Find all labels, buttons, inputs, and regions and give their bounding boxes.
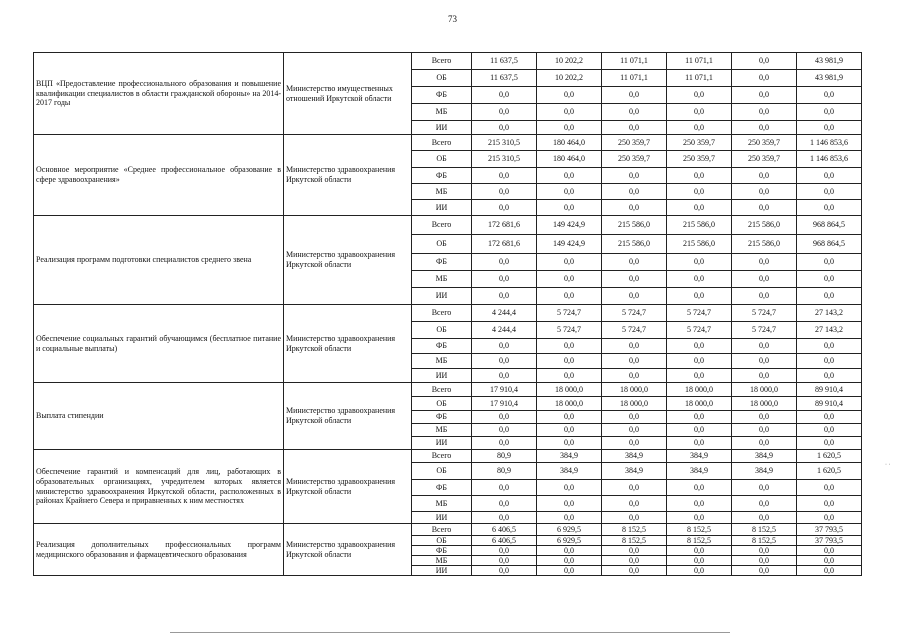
- table-row: [34, 53, 862, 70]
- funding-source-cell: Всего: [412, 450, 472, 463]
- funding-source-cell: МБ: [412, 354, 472, 369]
- year-amount-cell: 5 724,7: [602, 305, 667, 322]
- year-amount-cell: 0,0: [472, 480, 537, 496]
- year-amount-cell: 0,0: [667, 512, 732, 524]
- year-amount-cell: 0,0: [602, 121, 667, 135]
- funding-source-cell: МБ: [412, 496, 472, 512]
- year-amount-cell: 0,0: [602, 411, 667, 424]
- year-amount-cell: 180 464,0: [537, 135, 602, 151]
- year-amount-cell: 0,0: [732, 496, 797, 512]
- year-amount-cell: 0,0: [667, 121, 732, 135]
- year-amount-cell: 5 724,7: [602, 322, 667, 339]
- year-amount-cell: 8 152,5: [667, 524, 732, 536]
- year-amount-cell: 0,0: [602, 288, 667, 305]
- funding-source-cell: МБ: [412, 424, 472, 437]
- year-amount-cell: 0,0: [602, 271, 667, 288]
- year-amount-cell: 0,0: [472, 496, 537, 512]
- total-amount-cell: 0,0: [797, 354, 862, 369]
- year-amount-cell: 0,0: [602, 354, 667, 369]
- year-amount-cell: 0,0: [602, 566, 667, 576]
- year-amount-cell: 0,0: [602, 254, 667, 271]
- year-amount-cell: 4 244,4: [472, 305, 537, 322]
- year-amount-cell: 0,0: [602, 480, 667, 496]
- funding-source-cell: ОБ: [412, 235, 472, 254]
- total-amount-cell: 0,0: [797, 556, 862, 566]
- funding-source-cell: ИИ: [412, 121, 472, 135]
- year-amount-cell: 0,0: [667, 200, 732, 216]
- year-amount-cell: 0,0: [602, 184, 667, 200]
- year-amount-cell: 180 464,0: [537, 151, 602, 168]
- table-row: [34, 216, 862, 235]
- year-amount-cell: 0,0: [732, 121, 797, 135]
- year-amount-cell: 0,0: [472, 254, 537, 271]
- year-amount-cell: 0,0: [732, 556, 797, 566]
- funding-source-cell: ОБ: [412, 322, 472, 339]
- year-amount-cell: 5 724,7: [732, 322, 797, 339]
- funding-source-cell: ФБ: [412, 480, 472, 496]
- year-amount-cell: 0,0: [667, 566, 732, 576]
- funding-source-cell: Всего: [412, 524, 472, 536]
- measure-name-cell: Выплата стипендии: [34, 383, 284, 450]
- year-amount-cell: 0,0: [732, 411, 797, 424]
- year-amount-cell: 0,0: [732, 437, 797, 450]
- funding-source-cell: ОБ: [412, 397, 472, 411]
- year-amount-cell: 0,0: [472, 271, 537, 288]
- responsible-executor-cell: Министерство здравоохранения Иркутской области: [284, 135, 412, 216]
- total-amount-cell: 0,0: [797, 369, 862, 383]
- year-amount-cell: 0,0: [472, 121, 537, 135]
- year-amount-cell: 5 724,7: [667, 322, 732, 339]
- year-amount-cell: 0,0: [472, 546, 537, 556]
- year-amount-cell: 17 910,4: [472, 383, 537, 397]
- year-amount-cell: 250 359,7: [602, 135, 667, 151]
- total-amount-cell: 89 910,4: [797, 383, 862, 397]
- year-amount-cell: 172 681,6: [472, 216, 537, 235]
- year-amount-cell: 0,0: [732, 254, 797, 271]
- total-amount-cell: 1 146 853,6: [797, 151, 862, 168]
- table-row: [34, 524, 862, 536]
- total-amount-cell: 1 620,5: [797, 450, 862, 463]
- funding-source-cell: Всего: [412, 216, 472, 235]
- year-amount-cell: 0,0: [602, 437, 667, 450]
- table-row: [34, 383, 862, 397]
- year-amount-cell: 215 586,0: [602, 216, 667, 235]
- year-amount-cell: 0,0: [472, 437, 537, 450]
- measure-name-cell: Обеспечение социальных гарантий обучающимся (бесплатное питание и социальные выплаты): [34, 305, 284, 383]
- year-amount-cell: 0,0: [667, 254, 732, 271]
- total-amount-cell: 0,0: [797, 480, 862, 496]
- year-amount-cell: 11 637,5: [472, 53, 537, 70]
- total-amount-cell: 37 793,5: [797, 524, 862, 536]
- year-amount-cell: 0,0: [537, 254, 602, 271]
- year-amount-cell: 250 359,7: [667, 135, 732, 151]
- page-number: 73: [448, 14, 457, 24]
- year-amount-cell: 8 152,5: [732, 536, 797, 546]
- year-amount-cell: 0,0: [537, 411, 602, 424]
- responsible-executor-cell: Министерство здравоохранения Иркутской области: [284, 450, 412, 524]
- budget-table: [33, 52, 862, 576]
- year-amount-cell: 0,0: [732, 354, 797, 369]
- year-amount-cell: 0,0: [537, 184, 602, 200]
- year-amount-cell: 0,0: [667, 354, 732, 369]
- year-amount-cell: 0,0: [537, 546, 602, 556]
- year-amount-cell: 0,0: [732, 87, 797, 104]
- year-amount-cell: 0,0: [667, 424, 732, 437]
- funding-source-cell: ФБ: [412, 546, 472, 556]
- total-amount-cell: 0,0: [797, 271, 862, 288]
- year-amount-cell: 0,0: [537, 121, 602, 135]
- year-amount-cell: 11 071,1: [667, 53, 732, 70]
- year-amount-cell: 0,0: [732, 480, 797, 496]
- year-amount-cell: 0,0: [732, 70, 797, 87]
- year-amount-cell: 0,0: [472, 288, 537, 305]
- funding-source-cell: МБ: [412, 104, 472, 121]
- total-amount-cell: 0,0: [797, 437, 862, 450]
- year-amount-cell: 0,0: [472, 556, 537, 566]
- year-amount-cell: 11 071,1: [667, 70, 732, 87]
- year-amount-cell: 0,0: [537, 354, 602, 369]
- year-amount-cell: 0,0: [537, 496, 602, 512]
- year-amount-cell: 384,9: [602, 450, 667, 463]
- year-amount-cell: 11 071,1: [602, 53, 667, 70]
- total-amount-cell: 0,0: [797, 411, 862, 424]
- year-amount-cell: 0,0: [602, 339, 667, 354]
- year-amount-cell: 4 244,4: [472, 322, 537, 339]
- measure-name-cell: Реализация дополнительных профессиональных программ медицинского образования и фармацевтического образования: [34, 524, 284, 576]
- year-amount-cell: 384,9: [732, 450, 797, 463]
- year-amount-cell: 0,0: [732, 53, 797, 70]
- total-amount-cell: 0,0: [797, 168, 862, 184]
- year-amount-cell: 250 359,7: [732, 135, 797, 151]
- year-amount-cell: 0,0: [732, 184, 797, 200]
- year-amount-cell: 0,0: [472, 87, 537, 104]
- year-amount-cell: 0,0: [667, 411, 732, 424]
- year-amount-cell: 0,0: [537, 168, 602, 184]
- year-amount-cell: 0,0: [732, 339, 797, 354]
- year-amount-cell: 0,0: [667, 339, 732, 354]
- year-amount-cell: 11 637,5: [472, 70, 537, 87]
- total-amount-cell: 0,0: [797, 184, 862, 200]
- measure-name-cell: Обеспечение гарантий и компенсаций для лиц, работающих в образовательных организациях, учредителем которых является министерство здравоохранения Иркутской области, расположенных в районах Крайнего Севера и приравненных к ним местностях: [34, 450, 284, 524]
- year-amount-cell: 0,0: [537, 424, 602, 437]
- total-amount-cell: 43 981,9: [797, 70, 862, 87]
- year-amount-cell: 0,0: [537, 288, 602, 305]
- table-body: [34, 53, 862, 576]
- year-amount-cell: 215 310,5: [472, 135, 537, 151]
- measure-name-cell: Основное мероприятие «Среднее профессиональное образование в сфере здравоохранения»: [34, 135, 284, 216]
- year-amount-cell: 215 586,0: [667, 235, 732, 254]
- year-amount-cell: 0,0: [667, 288, 732, 305]
- total-amount-cell: 89 910,4: [797, 397, 862, 411]
- year-amount-cell: 0,0: [537, 437, 602, 450]
- year-amount-cell: 8 152,5: [732, 524, 797, 536]
- year-amount-cell: 0,0: [602, 512, 667, 524]
- year-amount-cell: 0,0: [667, 369, 732, 383]
- responsible-executor-cell: Министерство здравоохранения Иркутской области: [284, 305, 412, 383]
- year-amount-cell: 0,0: [472, 168, 537, 184]
- year-amount-cell: 0,0: [667, 496, 732, 512]
- year-amount-cell: 0,0: [667, 437, 732, 450]
- year-amount-cell: 80,9: [472, 463, 537, 480]
- year-amount-cell: 17 910,4: [472, 397, 537, 411]
- funding-source-cell: ИИ: [412, 288, 472, 305]
- year-amount-cell: 384,9: [602, 463, 667, 480]
- total-amount-cell: 0,0: [797, 288, 862, 305]
- funding-source-cell: ФБ: [412, 87, 472, 104]
- table-row: [34, 135, 862, 151]
- year-amount-cell: 10 202,2: [537, 53, 602, 70]
- funding-source-cell: ИИ: [412, 200, 472, 216]
- year-amount-cell: 18 000,0: [667, 397, 732, 411]
- year-amount-cell: 0,0: [537, 104, 602, 121]
- year-amount-cell: 0,0: [667, 104, 732, 121]
- year-amount-cell: 250 359,7: [602, 151, 667, 168]
- year-amount-cell: 0,0: [732, 546, 797, 556]
- year-amount-cell: 18 000,0: [602, 397, 667, 411]
- year-amount-cell: 18 000,0: [537, 383, 602, 397]
- year-amount-cell: 18 000,0: [732, 383, 797, 397]
- total-amount-cell: 968 864,5: [797, 235, 862, 254]
- year-amount-cell: 0,0: [732, 200, 797, 216]
- year-amount-cell: 0,0: [667, 271, 732, 288]
- year-amount-cell: 6 406,5: [472, 524, 537, 536]
- funding-source-cell: ИИ: [412, 566, 472, 576]
- measure-name-cell: ВЦП «Предоставление профессионального образования и повышение квалификации специалистов в области гражданской обороны» на 2014-2017 годы: [34, 53, 284, 135]
- year-amount-cell: 0,0: [602, 556, 667, 566]
- year-amount-cell: 0,0: [472, 200, 537, 216]
- total-amount-cell: 968 864,5: [797, 216, 862, 235]
- year-amount-cell: 0,0: [732, 512, 797, 524]
- bottom-rule: [170, 632, 730, 633]
- total-amount-cell: 43 981,9: [797, 53, 862, 70]
- table-row: [34, 450, 862, 463]
- year-amount-cell: 0,0: [602, 369, 667, 383]
- year-amount-cell: 18 000,0: [602, 383, 667, 397]
- year-amount-cell: 0,0: [732, 424, 797, 437]
- year-amount-cell: 0,0: [472, 354, 537, 369]
- year-amount-cell: 0,0: [537, 271, 602, 288]
- measure-name-cell: Реализация программ подготовки специалистов среднего звена: [34, 216, 284, 305]
- funding-source-cell: ФБ: [412, 411, 472, 424]
- year-amount-cell: 149 424,9: [537, 216, 602, 235]
- year-amount-cell: 215 586,0: [732, 216, 797, 235]
- year-amount-cell: 0,0: [537, 339, 602, 354]
- year-amount-cell: 0,0: [667, 168, 732, 184]
- year-amount-cell: 0,0: [537, 87, 602, 104]
- year-amount-cell: 0,0: [472, 411, 537, 424]
- year-amount-cell: 0,0: [472, 512, 537, 524]
- year-amount-cell: 215 586,0: [667, 216, 732, 235]
- year-amount-cell: 0,0: [732, 566, 797, 576]
- year-amount-cell: 0,0: [602, 168, 667, 184]
- responsible-executor-cell: Министерство имущественных отношений Иркутской области: [284, 53, 412, 135]
- funding-source-cell: ОБ: [412, 463, 472, 480]
- year-amount-cell: 172 681,6: [472, 235, 537, 254]
- funding-source-cell: МБ: [412, 271, 472, 288]
- year-amount-cell: 0,0: [732, 271, 797, 288]
- funding-source-cell: ИИ: [412, 437, 472, 450]
- year-amount-cell: 8 152,5: [667, 536, 732, 546]
- funding-source-cell: ОБ: [412, 151, 472, 168]
- year-amount-cell: 6 929,5: [537, 536, 602, 546]
- year-amount-cell: 8 152,5: [602, 524, 667, 536]
- funding-source-cell: ИИ: [412, 369, 472, 383]
- year-amount-cell: 0,0: [732, 104, 797, 121]
- year-amount-cell: 0,0: [537, 480, 602, 496]
- year-amount-cell: 18 000,0: [667, 383, 732, 397]
- table-row: [34, 305, 862, 322]
- total-amount-cell: 0,0: [797, 200, 862, 216]
- year-amount-cell: 6 929,5: [537, 524, 602, 536]
- year-amount-cell: 0,0: [602, 496, 667, 512]
- year-amount-cell: 215 586,0: [732, 235, 797, 254]
- year-amount-cell: 215 586,0: [602, 235, 667, 254]
- year-amount-cell: 149 424,9: [537, 235, 602, 254]
- year-amount-cell: 0,0: [472, 184, 537, 200]
- year-amount-cell: 6 406,5: [472, 536, 537, 546]
- year-amount-cell: 0,0: [472, 339, 537, 354]
- year-amount-cell: 384,9: [667, 463, 732, 480]
- funding-source-cell: МБ: [412, 556, 472, 566]
- funding-source-cell: Всего: [412, 383, 472, 397]
- year-amount-cell: 5 724,7: [732, 305, 797, 322]
- year-amount-cell: 384,9: [537, 463, 602, 480]
- year-amount-cell: 0,0: [602, 87, 667, 104]
- year-amount-cell: 0,0: [667, 184, 732, 200]
- total-amount-cell: 0,0: [797, 254, 862, 271]
- year-amount-cell: 10 202,2: [537, 70, 602, 87]
- year-amount-cell: 5 724,7: [537, 305, 602, 322]
- year-amount-cell: 8 152,5: [602, 536, 667, 546]
- year-amount-cell: 0,0: [472, 369, 537, 383]
- year-amount-cell: 0,0: [732, 288, 797, 305]
- year-amount-cell: 5 724,7: [537, 322, 602, 339]
- year-amount-cell: 0,0: [602, 104, 667, 121]
- total-amount-cell: 0,0: [797, 546, 862, 556]
- funding-source-cell: ФБ: [412, 339, 472, 354]
- total-amount-cell: 0,0: [797, 496, 862, 512]
- year-amount-cell: 18 000,0: [732, 397, 797, 411]
- total-amount-cell: 1 620,5: [797, 463, 862, 480]
- year-amount-cell: 0,0: [667, 556, 732, 566]
- funding-source-cell: ИИ: [412, 512, 472, 524]
- total-amount-cell: 37 793,5: [797, 536, 862, 546]
- year-amount-cell: 0,0: [602, 200, 667, 216]
- total-amount-cell: 0,0: [797, 339, 862, 354]
- funding-source-cell: ФБ: [412, 168, 472, 184]
- total-amount-cell: 27 143,2: [797, 322, 862, 339]
- total-amount-cell: 0,0: [797, 512, 862, 524]
- total-amount-cell: 0,0: [797, 104, 862, 121]
- responsible-executor-cell: Министерство здравоохранения Иркутской области: [284, 383, 412, 450]
- year-amount-cell: 0,0: [667, 480, 732, 496]
- year-amount-cell: 0,0: [732, 168, 797, 184]
- year-amount-cell: 0,0: [537, 556, 602, 566]
- responsible-executor-cell: Министерство здравоохранения Иркутской области: [284, 524, 412, 576]
- year-amount-cell: 384,9: [537, 450, 602, 463]
- year-amount-cell: 0,0: [472, 566, 537, 576]
- funding-source-cell: Всего: [412, 53, 472, 70]
- year-amount-cell: 215 310,5: [472, 151, 537, 168]
- responsible-executor-cell: Министерство здравоохранения Иркутской области: [284, 216, 412, 305]
- total-amount-cell: 1 146 853,6: [797, 135, 862, 151]
- year-amount-cell: 250 359,7: [732, 151, 797, 168]
- funding-source-cell: Всего: [412, 305, 472, 322]
- total-amount-cell: 0,0: [797, 87, 862, 104]
- scan-specks: · ·: [885, 462, 891, 468]
- year-amount-cell: 384,9: [732, 463, 797, 480]
- total-amount-cell: 0,0: [797, 566, 862, 576]
- year-amount-cell: 0,0: [732, 369, 797, 383]
- year-amount-cell: 250 359,7: [667, 151, 732, 168]
- funding-source-cell: ОБ: [412, 536, 472, 546]
- total-amount-cell: 0,0: [797, 424, 862, 437]
- year-amount-cell: 11 071,1: [602, 70, 667, 87]
- funding-source-cell: МБ: [412, 184, 472, 200]
- year-amount-cell: 0,0: [667, 87, 732, 104]
- total-amount-cell: 27 143,2: [797, 305, 862, 322]
- year-amount-cell: 18 000,0: [537, 397, 602, 411]
- year-amount-cell: 0,0: [537, 512, 602, 524]
- year-amount-cell: 80,9: [472, 450, 537, 463]
- year-amount-cell: 384,9: [667, 450, 732, 463]
- year-amount-cell: 5 724,7: [667, 305, 732, 322]
- year-amount-cell: 0,0: [472, 424, 537, 437]
- funding-source-cell: ОБ: [412, 70, 472, 87]
- year-amount-cell: 0,0: [537, 200, 602, 216]
- year-amount-cell: 0,0: [472, 104, 537, 121]
- year-amount-cell: 0,0: [667, 546, 732, 556]
- year-amount-cell: 0,0: [537, 566, 602, 576]
- year-amount-cell: 0,0: [537, 369, 602, 383]
- funding-source-cell: Всего: [412, 135, 472, 151]
- year-amount-cell: 0,0: [602, 424, 667, 437]
- year-amount-cell: 0,0: [602, 546, 667, 556]
- funding-source-cell: ФБ: [412, 254, 472, 271]
- total-amount-cell: 0,0: [797, 121, 862, 135]
